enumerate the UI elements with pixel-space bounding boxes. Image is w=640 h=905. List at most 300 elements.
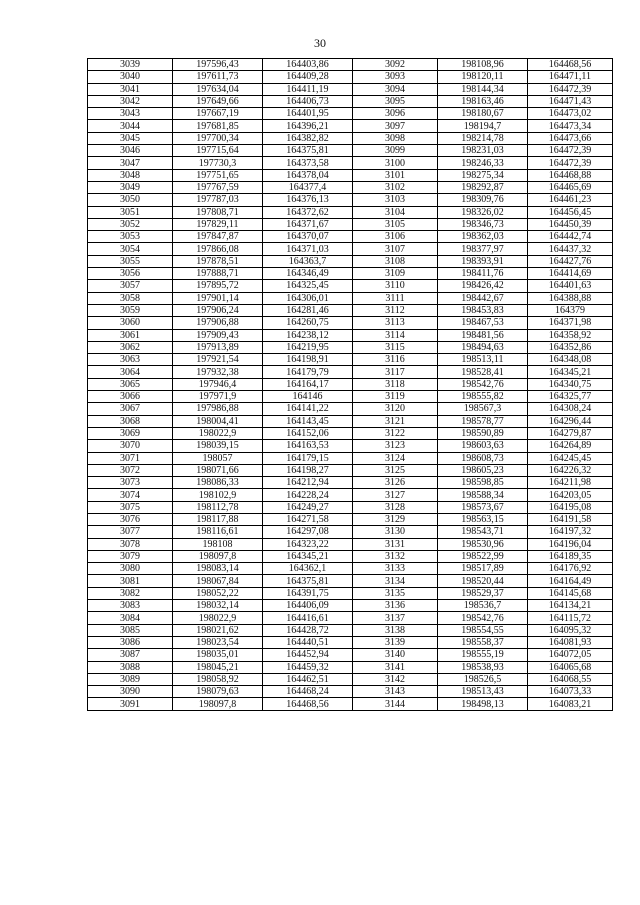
table-row	[88, 526, 613, 538]
y-coordinate-left: 164375,81	[263, 575, 353, 587]
page-number: 30	[314, 36, 326, 50]
x-coordinate-right: 198275,34	[438, 169, 528, 181]
point-number-right: 3144	[353, 698, 438, 710]
x-coordinate-left: 198086,33	[173, 477, 263, 489]
y-coordinate-right: 164473,34	[528, 120, 613, 132]
table-row	[88, 292, 613, 304]
x-coordinate-left: 197611,73	[173, 71, 263, 83]
table-row	[88, 108, 613, 120]
point-number-right: 3102	[353, 181, 438, 193]
table-row	[88, 317, 613, 329]
y-coordinate-left: 164403,86	[263, 59, 353, 71]
y-coordinate-right: 164472,39	[528, 145, 613, 157]
x-coordinate-left: 197909,43	[173, 329, 263, 341]
y-coordinate-left: 164363,7	[263, 255, 353, 267]
y-coordinate-right: 164145,68	[528, 587, 613, 599]
y-coordinate-left: 164440,51	[263, 636, 353, 648]
point-number-right: 3130	[353, 526, 438, 538]
x-coordinate-right: 198542,76	[438, 612, 528, 624]
table-row	[88, 698, 613, 710]
y-coordinate-right: 164195,08	[528, 501, 613, 513]
x-coordinate-right: 198588,34	[438, 489, 528, 501]
table-row	[88, 231, 613, 243]
point-number-left: 3068	[88, 415, 173, 427]
x-coordinate-left: 197730,3	[173, 157, 263, 169]
x-coordinate-left: 197866,08	[173, 243, 263, 255]
x-coordinate-right: 198529,37	[438, 587, 528, 599]
x-coordinate-left: 198071,66	[173, 464, 263, 476]
point-number-left: 3063	[88, 354, 173, 366]
point-number-left: 3048	[88, 169, 173, 181]
x-coordinate-right: 198180,67	[438, 108, 528, 120]
x-coordinate-right: 198326,02	[438, 206, 528, 218]
table-row	[88, 563, 613, 575]
x-coordinate-right: 198144,34	[438, 83, 528, 95]
x-coordinate-right: 198573,67	[438, 501, 528, 513]
x-coordinate-right: 198555,19	[438, 649, 528, 661]
point-number-right: 3120	[353, 403, 438, 415]
point-number-right: 3127	[353, 489, 438, 501]
y-coordinate-right: 164473,66	[528, 132, 613, 144]
point-number-left: 3078	[88, 538, 173, 550]
point-number-left: 3087	[88, 649, 173, 661]
point-number-left: 3051	[88, 206, 173, 218]
x-coordinate-right: 198513,11	[438, 354, 528, 366]
point-number-left: 3074	[88, 489, 173, 501]
y-coordinate-right: 164358,92	[528, 329, 613, 341]
x-coordinate-right: 198362,03	[438, 231, 528, 243]
point-number-right: 3135	[353, 587, 438, 599]
y-coordinate-left: 164143,45	[263, 415, 353, 427]
x-coordinate-left: 197829,11	[173, 218, 263, 230]
y-coordinate-left: 164372,62	[263, 206, 353, 218]
x-coordinate-right: 198346,73	[438, 218, 528, 230]
point-number-left: 3073	[88, 477, 173, 489]
y-coordinate-left: 164371,03	[263, 243, 353, 255]
table-row	[88, 329, 613, 341]
table-row	[88, 83, 613, 95]
x-coordinate-left: 198083,14	[173, 563, 263, 575]
table-row	[88, 243, 613, 255]
y-coordinate-right: 164065,68	[528, 661, 613, 673]
y-coordinate-right: 164197,32	[528, 526, 613, 538]
y-coordinate-left: 164141,22	[263, 403, 353, 415]
point-number-right: 3136	[353, 600, 438, 612]
point-number-left: 3061	[88, 329, 173, 341]
x-coordinate-left: 198032,14	[173, 600, 263, 612]
point-number-left: 3091	[88, 698, 173, 710]
point-number-left: 3086	[88, 636, 173, 648]
table-row	[88, 501, 613, 513]
table-row	[88, 304, 613, 316]
x-coordinate-right: 198528,41	[438, 366, 528, 378]
x-coordinate-right: 198558,37	[438, 636, 528, 648]
x-coordinate-left: 197700,34	[173, 132, 263, 144]
point-number-right: 3126	[353, 477, 438, 489]
point-number-left: 3052	[88, 218, 173, 230]
y-coordinate-left: 164345,21	[263, 550, 353, 562]
point-number-left: 3082	[88, 587, 173, 599]
coordinates-table	[87, 58, 613, 711]
y-coordinate-right: 164348,08	[528, 354, 613, 366]
x-coordinate-right: 198453,83	[438, 304, 528, 316]
y-coordinate-right: 164468,56	[528, 59, 613, 71]
table-row	[88, 686, 613, 698]
x-coordinate-right: 198520,44	[438, 575, 528, 587]
x-coordinate-left: 197901,14	[173, 292, 263, 304]
x-coordinate-right: 198608,73	[438, 452, 528, 464]
point-number-right: 3119	[353, 391, 438, 403]
y-coordinate-right: 164081,93	[528, 636, 613, 648]
point-number-left: 3069	[88, 427, 173, 439]
y-coordinate-right: 164308,24	[528, 403, 613, 415]
y-coordinate-left: 164152,06	[263, 427, 353, 439]
x-coordinate-left: 197808,71	[173, 206, 263, 218]
y-coordinate-left: 164179,79	[263, 366, 353, 378]
point-number-left: 3044	[88, 120, 173, 132]
y-coordinate-left: 164382,82	[263, 132, 353, 144]
point-number-right: 3106	[353, 231, 438, 243]
x-coordinate-right: 198513,43	[438, 686, 528, 698]
x-coordinate-left: 198035,01	[173, 649, 263, 661]
y-coordinate-right: 164379	[528, 304, 613, 316]
point-number-right: 3101	[353, 169, 438, 181]
point-number-right: 3143	[353, 686, 438, 698]
point-number-left: 3088	[88, 661, 173, 673]
y-coordinate-left: 164249,27	[263, 501, 353, 513]
table-row	[88, 59, 613, 71]
table-row	[88, 366, 613, 378]
y-coordinate-left: 164163,53	[263, 440, 353, 452]
x-coordinate-right: 198246,33	[438, 157, 528, 169]
x-coordinate-left: 198079,63	[173, 686, 263, 698]
y-coordinate-left: 164371,67	[263, 218, 353, 230]
y-coordinate-left: 164401,95	[263, 108, 353, 120]
point-number-right: 3132	[353, 550, 438, 562]
y-coordinate-left: 164238,12	[263, 329, 353, 341]
y-coordinate-right: 164388,88	[528, 292, 613, 304]
x-coordinate-left: 198021,62	[173, 624, 263, 636]
point-number-left: 3050	[88, 194, 173, 206]
y-coordinate-left: 164396,21	[263, 120, 353, 132]
point-number-left: 3064	[88, 366, 173, 378]
x-coordinate-right: 198526,5	[438, 673, 528, 685]
y-coordinate-right: 164245,45	[528, 452, 613, 464]
table-row	[88, 145, 613, 157]
x-coordinate-right: 198467,53	[438, 317, 528, 329]
y-coordinate-right: 164191,58	[528, 513, 613, 525]
y-coordinate-right: 164196,04	[528, 538, 613, 550]
table-row	[88, 95, 613, 107]
table-row	[88, 600, 613, 612]
y-coordinate-right: 164352,86	[528, 341, 613, 353]
table-row	[88, 612, 613, 624]
x-coordinate-left: 197681,85	[173, 120, 263, 132]
y-coordinate-left: 164164,17	[263, 378, 353, 390]
y-coordinate-right: 164189,35	[528, 550, 613, 562]
table-row	[88, 624, 613, 636]
table-row	[88, 354, 613, 366]
x-coordinate-left: 198039,15	[173, 440, 263, 452]
x-coordinate-right: 198567,3	[438, 403, 528, 415]
y-coordinate-left: 164416,61	[263, 612, 353, 624]
x-coordinate-right: 198442,67	[438, 292, 528, 304]
table-row	[88, 489, 613, 501]
point-number-right: 3093	[353, 71, 438, 83]
y-coordinate-right: 164465,69	[528, 181, 613, 193]
x-coordinate-left: 198108	[173, 538, 263, 550]
y-coordinate-right: 164450,39	[528, 218, 613, 230]
x-coordinate-left: 198022,9	[173, 427, 263, 439]
y-coordinate-right: 164340,75	[528, 378, 613, 390]
point-number-right: 3092	[353, 59, 438, 71]
point-number-right: 3099	[353, 145, 438, 157]
y-coordinate-right: 164296,44	[528, 415, 613, 427]
y-coordinate-right: 164325,77	[528, 391, 613, 403]
x-coordinate-right: 198481,56	[438, 329, 528, 341]
y-coordinate-left: 164260,75	[263, 317, 353, 329]
x-coordinate-left: 198112,78	[173, 501, 263, 513]
x-coordinate-left: 197649,66	[173, 95, 263, 107]
y-coordinate-left: 164346,49	[263, 268, 353, 280]
point-number-right: 3139	[353, 636, 438, 648]
table-row	[88, 391, 613, 403]
y-coordinate-left: 164306,01	[263, 292, 353, 304]
y-coordinate-left: 164462,51	[263, 673, 353, 685]
point-number-right: 3095	[353, 95, 438, 107]
point-number-left: 3084	[88, 612, 173, 624]
x-coordinate-left: 198116,61	[173, 526, 263, 538]
x-coordinate-left: 197906,24	[173, 304, 263, 316]
point-number-right: 3097	[353, 120, 438, 132]
x-coordinate-right: 198120,11	[438, 71, 528, 83]
y-coordinate-right: 164226,32	[528, 464, 613, 476]
point-number-left: 3067	[88, 403, 173, 415]
point-number-right: 3129	[353, 513, 438, 525]
x-coordinate-left: 197596,43	[173, 59, 263, 71]
table-row	[88, 378, 613, 390]
point-number-right: 3107	[353, 243, 438, 255]
point-number-left: 3046	[88, 145, 173, 157]
y-coordinate-left: 164459,32	[263, 661, 353, 673]
x-coordinate-right: 198494,63	[438, 341, 528, 353]
table-row	[88, 649, 613, 661]
point-number-right: 3100	[353, 157, 438, 169]
y-coordinate-left: 164409,28	[263, 71, 353, 83]
table-row	[88, 341, 613, 353]
point-number-right: 3123	[353, 440, 438, 452]
point-number-right: 3112	[353, 304, 438, 316]
point-number-right: 3121	[353, 415, 438, 427]
x-coordinate-right: 198108,96	[438, 59, 528, 71]
y-coordinate-right: 164442,74	[528, 231, 613, 243]
y-coordinate-right: 164164,49	[528, 575, 613, 587]
y-coordinate-left: 164198,91	[263, 354, 353, 366]
point-number-right: 3124	[353, 452, 438, 464]
table-row	[88, 157, 613, 169]
table-row	[88, 427, 613, 439]
point-number-left: 3059	[88, 304, 173, 316]
y-coordinate-left: 164146	[263, 391, 353, 403]
x-coordinate-left: 197767,59	[173, 181, 263, 193]
table-row	[88, 575, 613, 587]
point-number-left: 3054	[88, 243, 173, 255]
x-coordinate-left: 197888,71	[173, 268, 263, 280]
x-coordinate-right: 198411,76	[438, 268, 528, 280]
point-number-right: 3110	[353, 280, 438, 292]
y-coordinate-left: 164323,22	[263, 538, 353, 550]
x-coordinate-left: 198058,92	[173, 673, 263, 685]
y-coordinate-right: 164456,45	[528, 206, 613, 218]
x-coordinate-left: 197751,65	[173, 169, 263, 181]
point-number-left: 3057	[88, 280, 173, 292]
point-number-right: 3131	[353, 538, 438, 550]
y-coordinate-right: 164264,89	[528, 440, 613, 452]
y-coordinate-left: 164377,4	[263, 181, 353, 193]
y-coordinate-right: 164211,98	[528, 477, 613, 489]
y-coordinate-right: 164371,98	[528, 317, 613, 329]
point-number-left: 3083	[88, 600, 173, 612]
point-number-right: 3108	[353, 255, 438, 267]
x-coordinate-left: 197932,38	[173, 366, 263, 378]
x-coordinate-left: 197787,03	[173, 194, 263, 206]
x-coordinate-left: 198057	[173, 452, 263, 464]
x-coordinate-left: 198117,88	[173, 513, 263, 525]
y-coordinate-left: 164406,73	[263, 95, 353, 107]
y-coordinate-left: 164297,08	[263, 526, 353, 538]
point-number-right: 3111	[353, 292, 438, 304]
point-number-right: 3133	[353, 563, 438, 575]
point-number-right: 3141	[353, 661, 438, 673]
y-coordinate-left: 164179,15	[263, 452, 353, 464]
x-coordinate-left: 198023,54	[173, 636, 263, 648]
point-number-left: 3090	[88, 686, 173, 698]
y-coordinate-right: 164401,63	[528, 280, 613, 292]
point-number-left: 3042	[88, 95, 173, 107]
x-coordinate-right: 198563,15	[438, 513, 528, 525]
y-coordinate-left: 164325,45	[263, 280, 353, 292]
y-coordinate-right: 164468,88	[528, 169, 613, 181]
y-coordinate-right: 164472,39	[528, 83, 613, 95]
point-number-right: 3115	[353, 341, 438, 353]
table-row	[88, 132, 613, 144]
x-coordinate-left: 198067,84	[173, 575, 263, 587]
table-row	[88, 206, 613, 218]
y-coordinate-right: 164203,05	[528, 489, 613, 501]
point-number-left: 3072	[88, 464, 173, 476]
table-row	[88, 280, 613, 292]
y-coordinate-left: 164452,94	[263, 649, 353, 661]
x-coordinate-left: 198045,21	[173, 661, 263, 673]
table-row	[88, 440, 613, 452]
table-row	[88, 464, 613, 476]
x-coordinate-right: 198542,76	[438, 378, 528, 390]
point-number-left: 3070	[88, 440, 173, 452]
y-coordinate-right: 164461,23	[528, 194, 613, 206]
x-coordinate-left: 197946,4	[173, 378, 263, 390]
x-coordinate-right: 198590,89	[438, 427, 528, 439]
y-coordinate-left: 164468,56	[263, 698, 353, 710]
y-coordinate-right: 164427,76	[528, 255, 613, 267]
point-number-left: 3043	[88, 108, 173, 120]
y-coordinate-left: 164378,04	[263, 169, 353, 181]
x-coordinate-left: 197906,88	[173, 317, 263, 329]
x-coordinate-left: 198097,8	[173, 550, 263, 562]
y-coordinate-left: 164212,94	[263, 477, 353, 489]
x-coordinate-right: 198522,99	[438, 550, 528, 562]
point-number-left: 3040	[88, 71, 173, 83]
x-coordinate-left: 198022,9	[173, 612, 263, 624]
y-coordinate-right: 164083,21	[528, 698, 613, 710]
x-coordinate-right: 198194,7	[438, 120, 528, 132]
point-number-left: 3049	[88, 181, 173, 193]
x-coordinate-right: 198393,91	[438, 255, 528, 267]
y-coordinate-right: 164068,55	[528, 673, 613, 685]
x-coordinate-right: 198163,46	[438, 95, 528, 107]
point-number-right: 3113	[353, 317, 438, 329]
x-coordinate-left: 197878,51	[173, 255, 263, 267]
point-number-right: 3128	[353, 501, 438, 513]
y-coordinate-right: 164115,72	[528, 612, 613, 624]
point-number-right: 3116	[353, 354, 438, 366]
y-coordinate-right: 164471,11	[528, 71, 613, 83]
y-coordinate-left: 164281,46	[263, 304, 353, 316]
point-number-left: 3080	[88, 563, 173, 575]
x-coordinate-right: 198605,23	[438, 464, 528, 476]
point-number-left: 3055	[88, 255, 173, 267]
x-coordinate-right: 198292,87	[438, 181, 528, 193]
y-coordinate-left: 164219,95	[263, 341, 353, 353]
x-coordinate-right: 198603,63	[438, 440, 528, 452]
y-coordinate-left: 164198,27	[263, 464, 353, 476]
point-number-left: 3071	[88, 452, 173, 464]
table-row	[88, 194, 613, 206]
x-coordinate-left: 197971,9	[173, 391, 263, 403]
point-number-right: 3105	[353, 218, 438, 230]
x-coordinate-right: 198498,13	[438, 698, 528, 710]
point-number-left: 3045	[88, 132, 173, 144]
y-coordinate-right: 164345,21	[528, 366, 613, 378]
x-coordinate-left: 198052,22	[173, 587, 263, 599]
table-row	[88, 513, 613, 525]
point-number-left: 3076	[88, 513, 173, 525]
point-number-left: 3065	[88, 378, 173, 390]
point-number-right: 3114	[353, 329, 438, 341]
y-coordinate-right: 164176,92	[528, 563, 613, 575]
y-coordinate-left: 164370,07	[263, 231, 353, 243]
y-coordinate-left: 164406,09	[263, 600, 353, 612]
x-coordinate-right: 198377,97	[438, 243, 528, 255]
point-number-left: 3047	[88, 157, 173, 169]
y-coordinate-left: 164271,58	[263, 513, 353, 525]
point-number-left: 3075	[88, 501, 173, 513]
point-number-right: 3138	[353, 624, 438, 636]
y-coordinate-left: 164468,24	[263, 686, 353, 698]
y-coordinate-left: 164373,58	[263, 157, 353, 169]
point-number-right: 3142	[353, 673, 438, 685]
y-coordinate-right: 164414,69	[528, 268, 613, 280]
table-row	[88, 538, 613, 550]
x-coordinate-left: 197667,19	[173, 108, 263, 120]
point-number-left: 3077	[88, 526, 173, 538]
point-number-right: 3109	[353, 268, 438, 280]
x-coordinate-right: 198554,55	[438, 624, 528, 636]
x-coordinate-left: 198004,41	[173, 415, 263, 427]
y-coordinate-right: 164072,05	[528, 649, 613, 661]
y-coordinate-left: 164391,75	[263, 587, 353, 599]
table-row	[88, 415, 613, 427]
point-number-left: 3066	[88, 391, 173, 403]
